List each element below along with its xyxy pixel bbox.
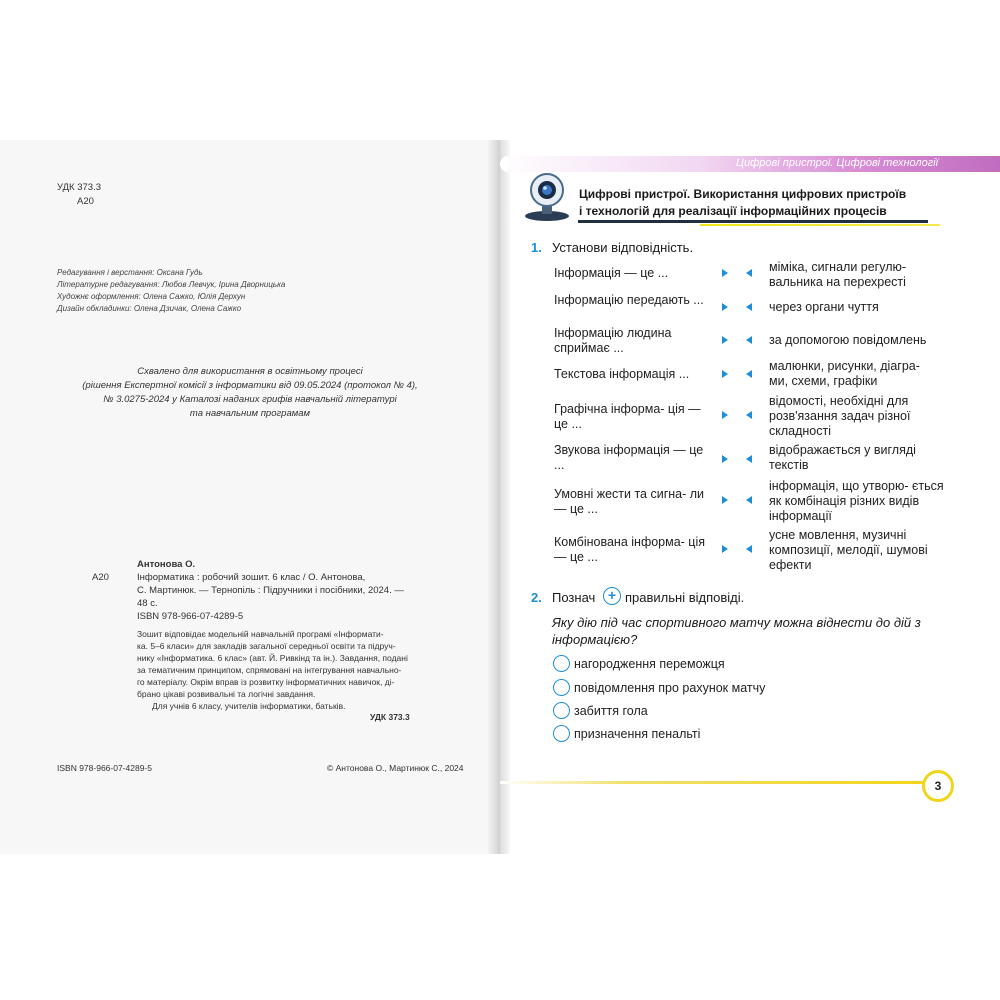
biblio-line: С. Мартинюк. — Тернопіль : Підручники і посібники, 2024. — <box>137 585 404 596</box>
task2-number: 2. <box>531 590 542 605</box>
task2-instruction-end: правильні відповіді. <box>625 590 745 605</box>
answer-radio[interactable] <box>553 655 570 672</box>
answer-option-label[interactable]: нагородження переможця <box>574 657 725 671</box>
match-left-item[interactable]: Комбінована інформа- ція — це ... <box>554 535 706 564</box>
match-left-item[interactable]: Текстова інформація ... <box>554 367 690 381</box>
match-arrow-right-icon <box>722 411 728 419</box>
match-arrow-left-icon <box>746 455 752 463</box>
section-header: Цифрові пристрої. Цифрові технології <box>736 157 939 169</box>
match-left-item[interactable]: Інформацію людина сприймає ... <box>554 326 672 355</box>
biblio-code: А20 <box>92 572 109 583</box>
lesson-title-line1: Цифрові пристрої. Використання цифрових пристроїв <box>579 187 907 201</box>
annotation-line: го матеріалу. Окрім вправ із розвитку інформатичних навичок, ді- <box>137 677 395 687</box>
title-underline-accent <box>700 224 940 226</box>
annotation-line: Для учнів 6 класу, учителів інформатики, батьків. <box>152 701 346 711</box>
task1-instruction: Установи відповідність. <box>552 240 694 255</box>
match-arrow-right-icon <box>722 269 728 277</box>
footer-line <box>500 781 925 784</box>
match-right-item[interactable]: відображається у вигляді текстів <box>769 443 916 472</box>
task2-question: інформацією? <box>552 632 638 647</box>
book-gutter <box>488 140 510 854</box>
approval-line: Схвалено для використання в освітньому процесі <box>137 366 363 377</box>
match-arrow-right-icon <box>722 303 728 311</box>
biblio-line: 48 с. <box>137 598 158 609</box>
match-right-item[interactable]: міміка, сигнали регулю- вальника на перехресті <box>769 260 907 289</box>
match-left-item[interactable]: Звукова інформація — це ... <box>554 443 704 472</box>
annotation-line: нику «Інформатика. 6 клас» (авт. Й. Ривкінд та ін.). Завдання, подані <box>137 653 408 663</box>
isbn-line: ISBN 978-966-07-4289-5 <box>137 611 244 622</box>
match-left-item[interactable]: Інформація — це ... <box>554 266 669 280</box>
credit-line: Літературне редагування: Любов Левчук, Ірина Дворницька <box>57 280 286 289</box>
task1-number: 1. <box>531 240 542 255</box>
approval-line: № 3.0275-2024 у Каталозі наданих грифів навчальній літературі <box>103 394 397 405</box>
webcam-icon <box>520 168 574 222</box>
match-right-item[interactable]: за допомогою повідомлень <box>769 333 927 347</box>
match-arrow-right-icon <box>722 455 728 463</box>
match-left-item[interactable]: Графічна інформа- ція — це ... <box>554 402 701 431</box>
annotation-line: ка. 5–6 класи» для закладів загальної середньої освіти та підруч- <box>137 641 396 651</box>
biblio-line: Інформатика : робочий зошит. 6 клас / О. Антонова, <box>137 572 366 583</box>
match-arrow-left-icon <box>746 411 752 419</box>
catalog-code: А20 <box>77 196 94 207</box>
match-arrow-left-icon <box>746 496 752 504</box>
udk-code: УДК 373.3 <box>57 182 101 193</box>
match-right-item[interactable]: відомості, необхідні для розв'язання задач різної складності <box>769 394 911 438</box>
title-underline <box>578 220 928 223</box>
match-arrow-left-icon <box>746 303 752 311</box>
annotation-line: брано цікаві розвивальні та логічні завдання. <box>137 689 316 699</box>
match-arrow-right-icon <box>722 370 728 378</box>
match-right-item[interactable]: через органи чуття <box>769 300 879 314</box>
answer-option-label[interactable]: забиття гола <box>574 704 648 718</box>
annotation-line: Зошит відповідає модельній навчальній програмі «Інформати- <box>137 629 384 639</box>
isbn-footer: ISBN 978-966-07-4289-5 <box>57 763 152 773</box>
lesson-title-line2: і технологій для реалізації інформаційних процесів <box>579 204 887 218</box>
match-left-item[interactable]: Інформацію передають ... <box>554 293 704 307</box>
match-arrow-left-icon <box>746 336 752 344</box>
match-arrow-right-icon <box>722 496 728 504</box>
credit-line: Художнє оформлення: Олена Сажко, Юлія Дерхун <box>57 292 246 301</box>
annotation-line: за тематичним принципом, спрямовані на інтегрування навчально- <box>137 665 402 675</box>
author-name: Антонова О. <box>137 559 196 570</box>
credit-line: Редагування і верстання: Оксана Гудь <box>57 268 203 277</box>
answer-radio[interactable] <box>553 725 570 742</box>
udk-bottom: УДК 373.3 <box>370 712 410 722</box>
approval-line: та навчальним програмам <box>189 408 311 419</box>
answer-radio[interactable] <box>553 702 570 719</box>
match-left-item[interactable]: Умовні жести та сигна- ли — це ... <box>554 487 705 516</box>
task2-instruction-start: Познач <box>552 590 596 605</box>
answer-radio[interactable] <box>553 679 570 696</box>
credit-line: Дизайн обкладинки: Олена Дзичак, Олена Сажко <box>57 304 242 313</box>
match-right-item[interactable]: малюнки, рисунки, діагра- ми, схеми, графіки <box>769 359 920 388</box>
match-arrow-right-icon <box>722 545 728 553</box>
copyright: © Антонова О., Мартинюк С., 2024 <box>327 763 464 773</box>
task2-question: Яку дію під час спортивного матчу можна віднести до дій з <box>552 615 921 630</box>
match-arrow-right-icon <box>722 336 728 344</box>
match-right-item[interactable]: усне мовлення, музичні композиції, мелодії, шумові ефекти <box>769 528 928 572</box>
match-right-item[interactable]: інформація, що утворю- ється як комбінація різних видів інформації <box>769 479 944 523</box>
plus-circle-icon: + <box>603 587 621 605</box>
approval-line: (рішення Експертної комісії з інформатики від 09.05.2024 (протокол № 4), <box>82 380 418 391</box>
page-number: 3 <box>922 770 954 802</box>
answer-option-label[interactable]: повідомлення про рахунок матчу <box>574 681 766 695</box>
match-arrow-left-icon <box>746 370 752 378</box>
match-arrow-left-icon <box>746 545 752 553</box>
answer-option-label[interactable]: призначення пенальті <box>574 727 701 741</box>
approval-note <box>75 365 425 421</box>
match-arrow-left-icon <box>746 269 752 277</box>
left-page <box>0 140 497 854</box>
